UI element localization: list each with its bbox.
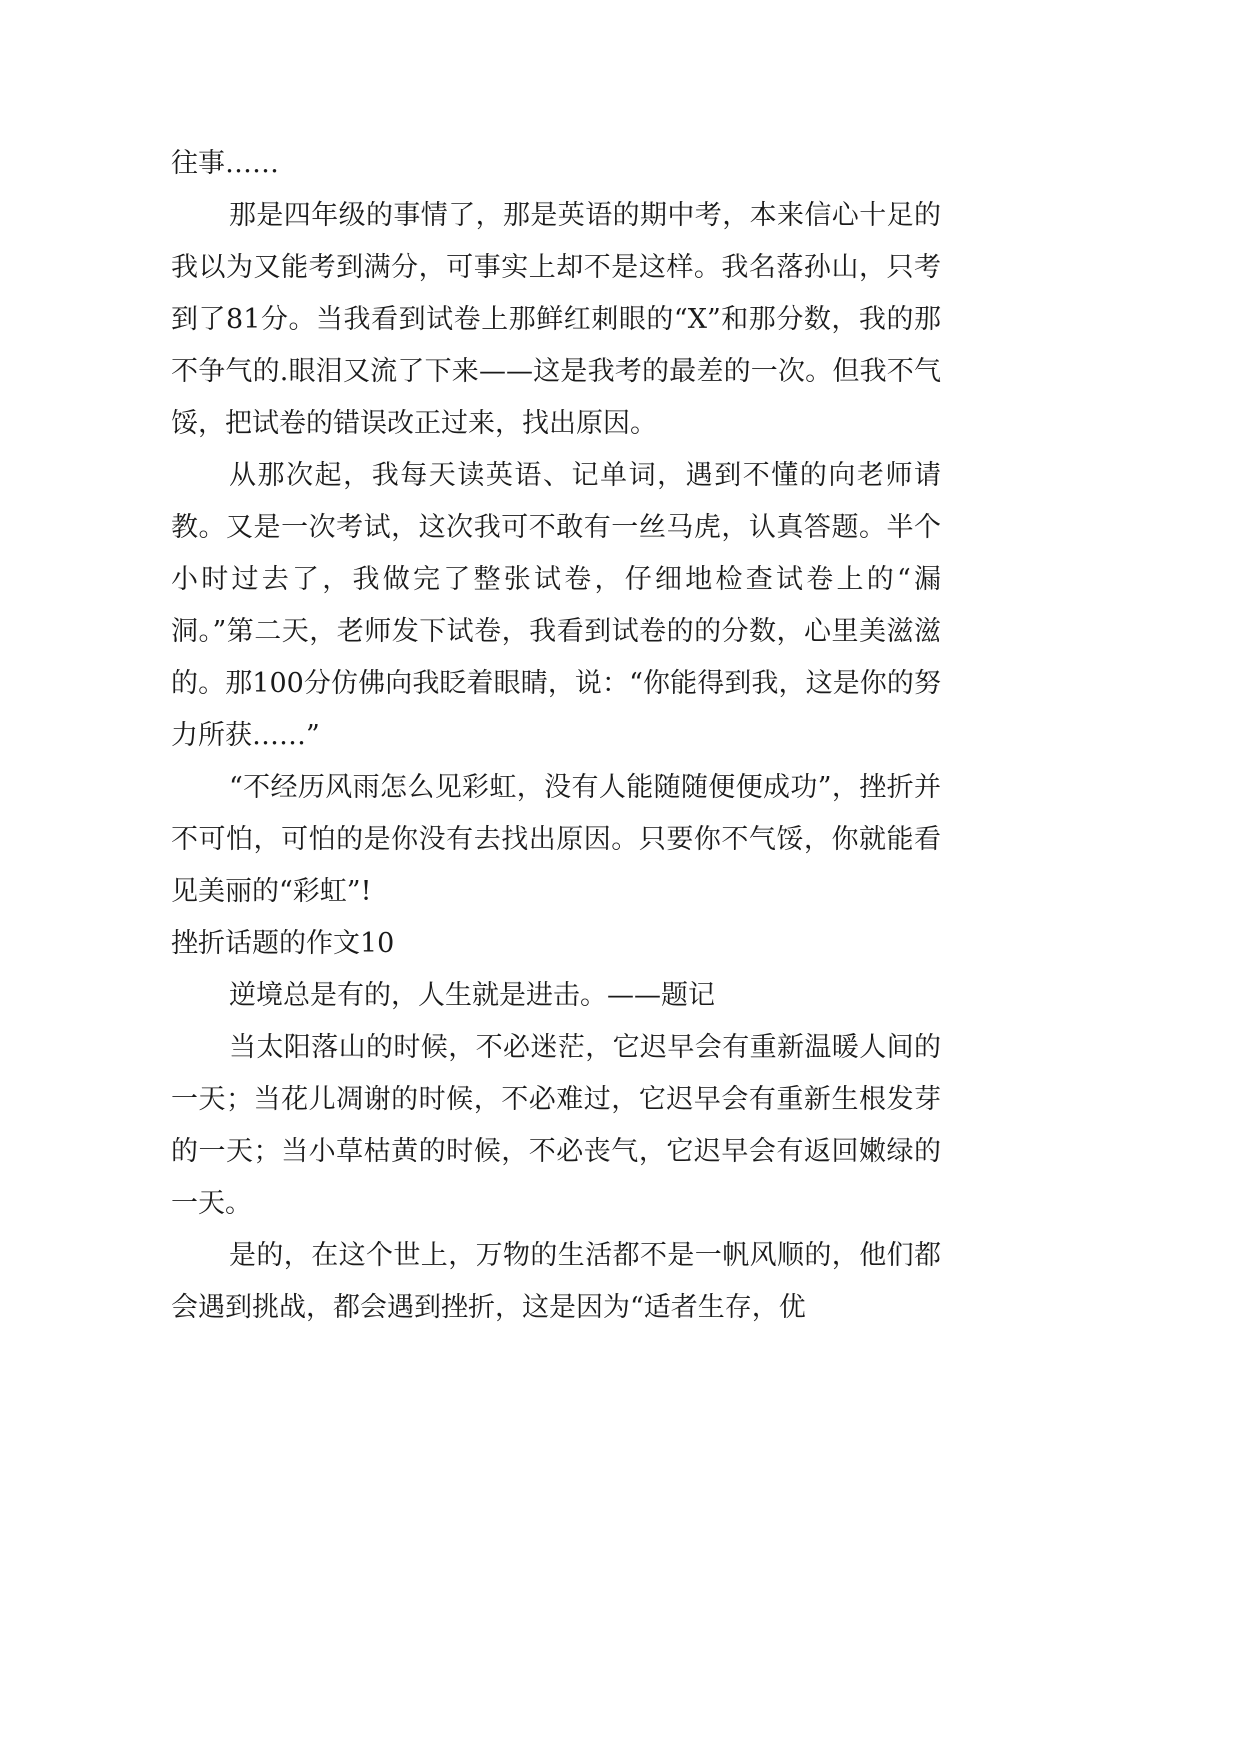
paragraph: 当太阳落山的时候，不必迷茫，它迟早会有重新温暖人间的一天；当花儿凋谢的时候，不必难过，它迟早会有重新生根发芽的一天；当小草枯黄的时候，不必丧气，它迟早会有返回嫩绿的一天。 — [171, 1032, 941, 1219]
document-body — [171, 138, 941, 1334]
paragraph: 是的，在这个世上，万物的生活都不是一帆风顺的，他们都会遇到挑战，都会遇到挫折，这是因为“适者生存，优 — [171, 1240, 941, 1323]
epigraph: 逆境总是有的，人生就是进击。——题记 — [229, 980, 715, 1011]
paragraph: 那是四年级的事情了，那是英语的期中考，本来信心十足的我以为又能考到满分，可事实上却不是这样。我名落孙山，只考到了81分。当我看到试卷上那鲜红刺眼的“X”和那分数，我的那不争气的.眼泪又流了下来——这是我考的最差的一次。但我不气馁，把试卷的错误改正过来，找出原因。 — [171, 200, 941, 439]
paragraph-quote: “不经历风雨怎么见彩虹，没有人能随随便便成功”，挫折并不可怕，可怕的是你没有去找出原因。只要你不气馁，你就能看见美丽的“彩虹”! — [171, 772, 941, 907]
paragraph-fragment: 往事…… — [171, 148, 279, 179]
paragraph: 从那次起，我每天读英语、记单词，遇到不懂的向老师请教。又是一次考试，这次我可不敢有一丝马虎，认真答题。半个小时过去了，我做完了整张试卷，仔细地检查试卷上的“漏洞。”第二天，老师发下试卷，我看到试卷的的分数，心里美滋滋的。那100分仿佛向我眨着眼睛，说：“你能得到我，这是你的努力所获……” — [171, 460, 941, 751]
essay-title: 挫折话题的作文10 — [171, 928, 395, 959]
